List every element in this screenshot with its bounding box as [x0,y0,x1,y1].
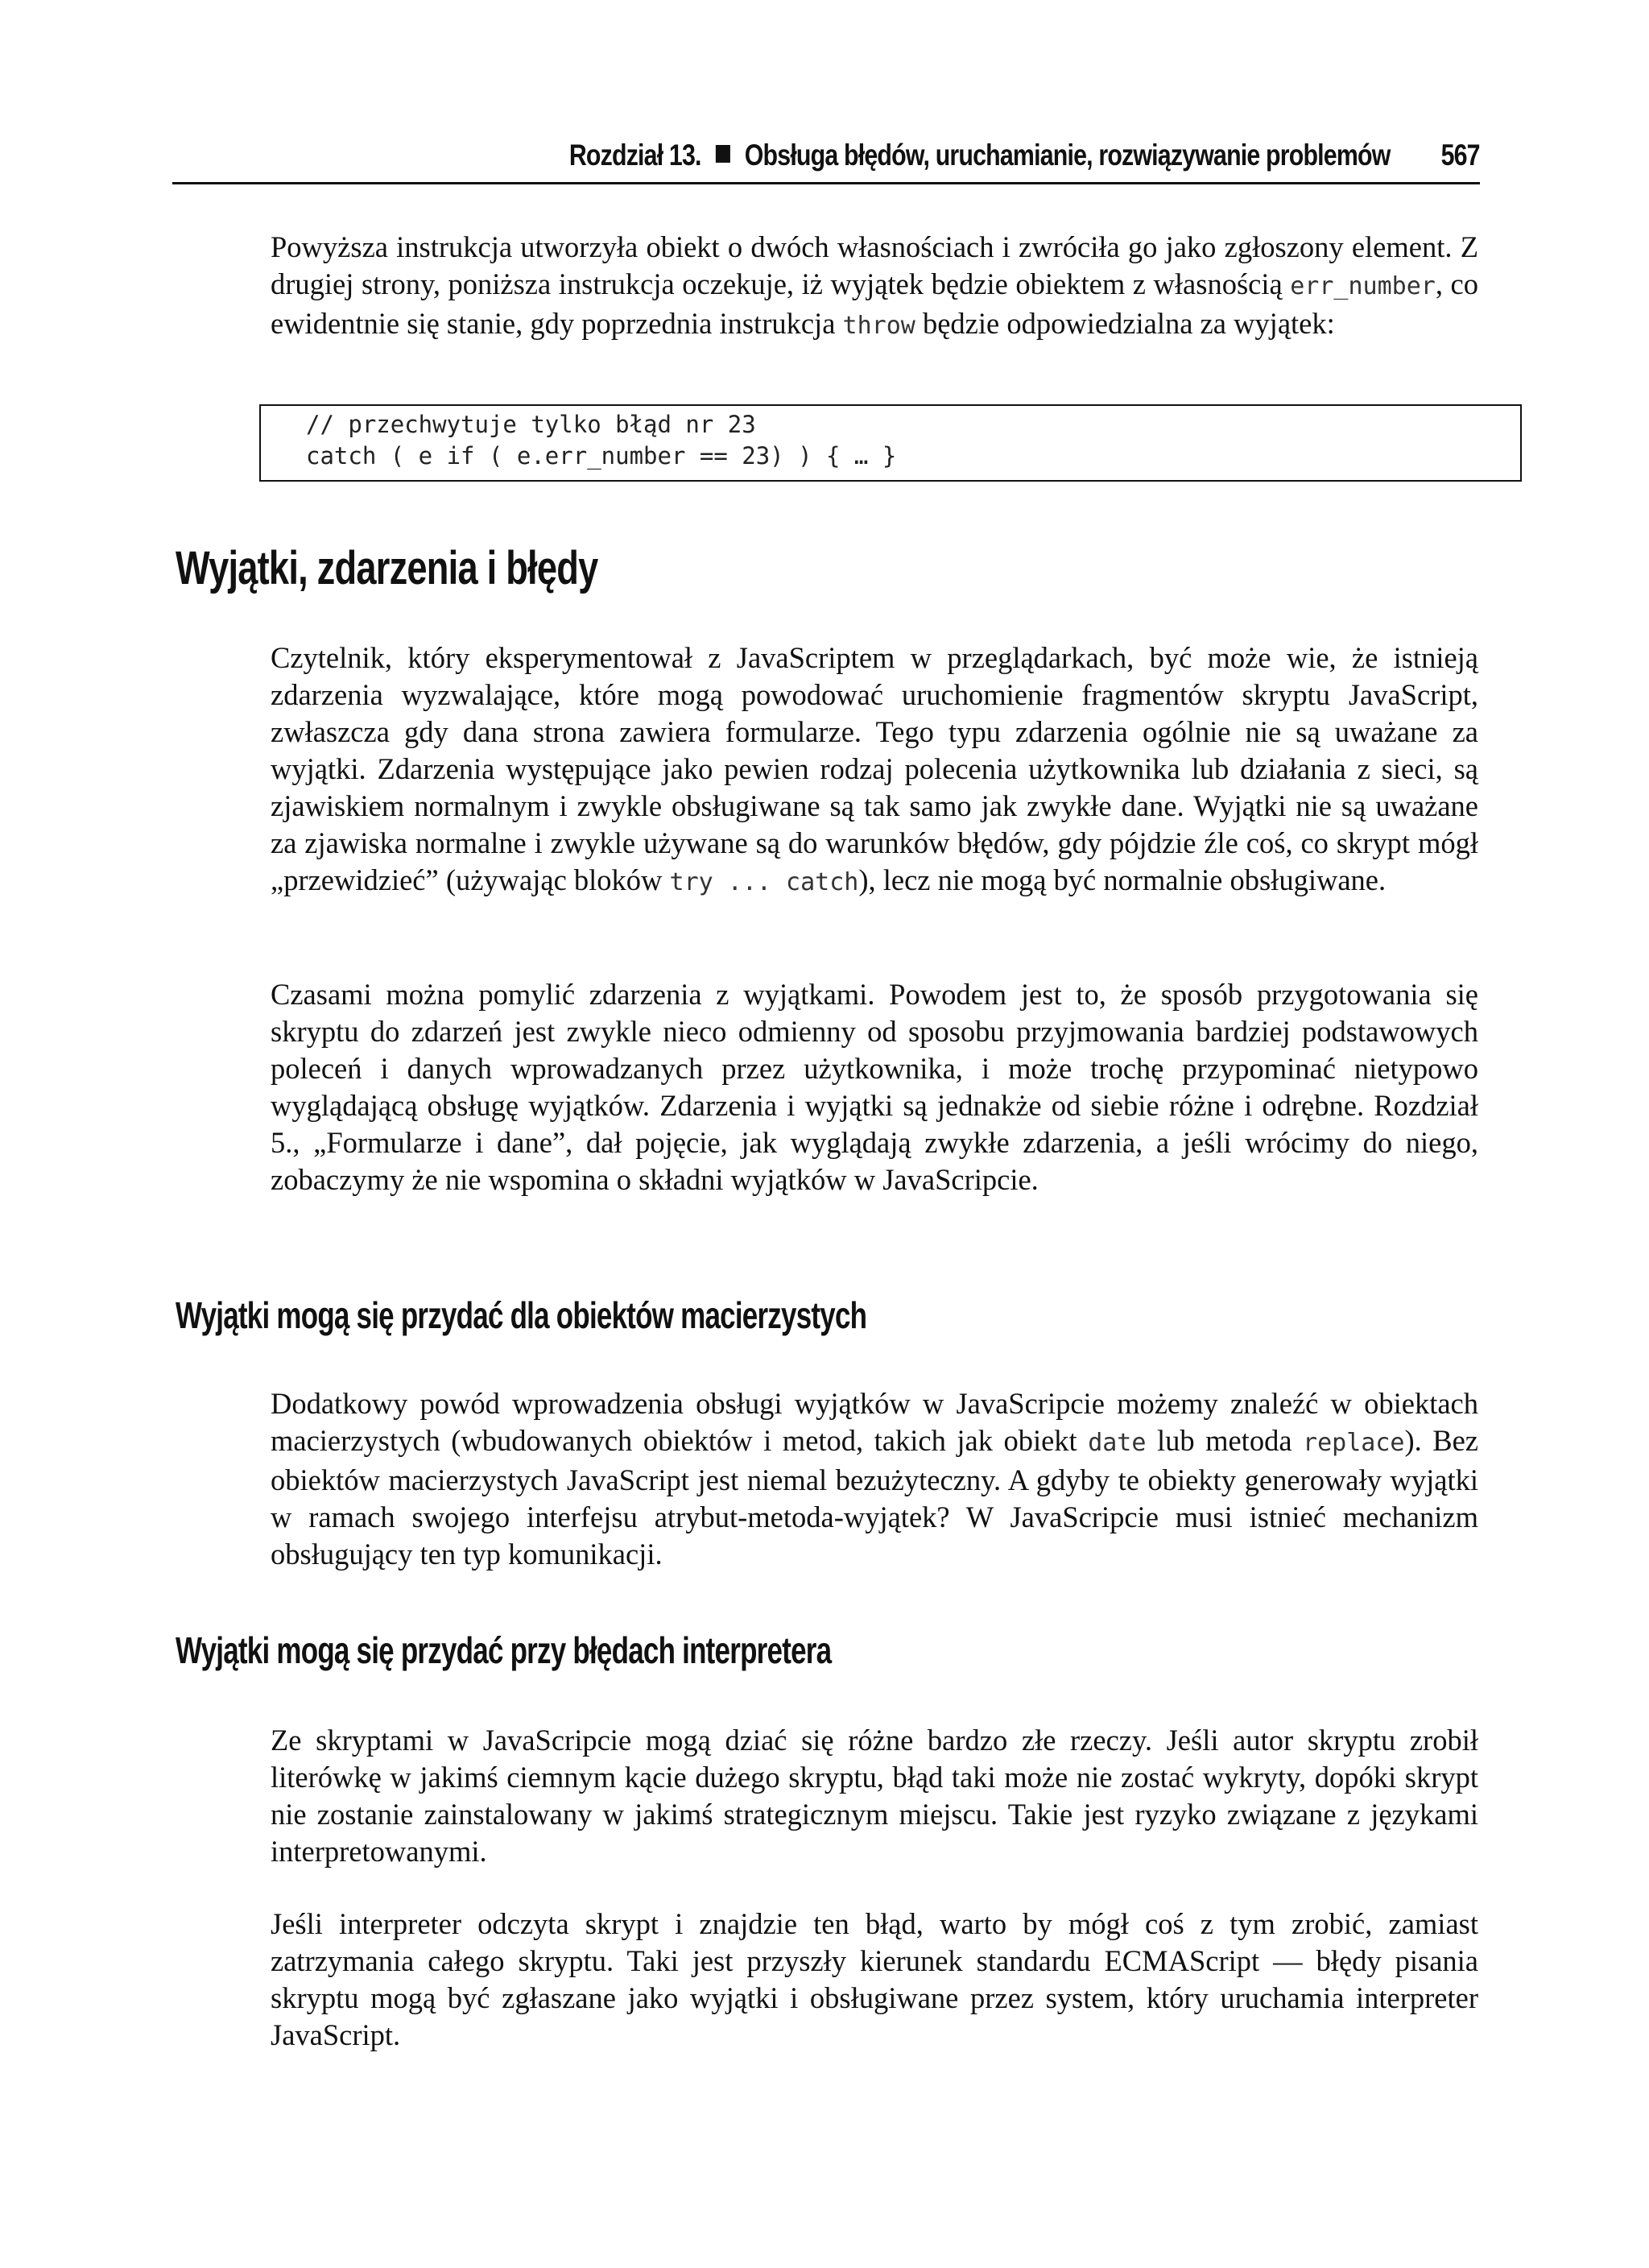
section2-paragraph [271,1385,1478,1573]
code-line-comment: // przechwytuje tylko błąd nr 23 [306,411,756,438]
inline-code-date: date [1088,1429,1147,1457]
section2-text-1: Dodatkowy powód wprowadzenia obsługi wyjątków w JavaScripcie możemy znaleźć w obiektach macierzystych (wbudowanych obiektów i metod, takich jak obiekt [271,1387,1478,1457]
section1-paragraph-2: Czasami można pomylić zdarzenia z wyjątkami. Powodem jest to, że sposób przygotowania się skryptu do zdarzeń jest zwykle nieco odmienny od sposobu przyjmowania bardziej podstawowych poleceń i danych wprowadzanych przez użytkownika, i może trochę przypominać nietypowo wyglądającą obsługę wyjątków. Zdarzenia i wyjątki są jednakże od siebie różne i odrębne. Rozdział 5., „Formularze i dane”, dał pojęcie, jak wyglądają zwykłe zdarzenia, a jeśli wrócimy do niego, zobaczymy że nie wspomina o składni wyjątków w JavaScripcie. [271,978,1478,1196]
intro-text-2: , co ewidentnie się stanie, gdy poprzednia instrukcja [271,267,1479,340]
square-bullet-icon [715,145,729,163]
inline-code-replace: replace [1303,1429,1405,1457]
inline-code-err-number: err_number [1290,272,1436,300]
intro-text-1: Powyższa instrukcja utworzyła obiekt o dwóch własnościach i zwróciła go jako zgłoszony element. Z drugiej strony, poniższa instrukcja oczekuje, iż wyjątek będzie obiektem z własnością [271,230,1478,300]
section3-paragraph-2: Jeśli interpreter odczyta skrypt i znajdzie ten błąd, warto by mógł coś z tym zrobić, zamiast zatrzymania całego skryptu. Taki jest przyszły kierunek standardu ECMAScript — błędy pisania skryptu mogą być zgłaszane jako wyjątki i obsługiwane przez system, który uruchamia interpreter JavaScript. [271,1907,1478,2051]
chapter-title: Obsługa błędów, uruchamianie, rozwiązywanie problemów [744,139,1390,172]
intro-text-3: będzie odpowiedzialna za wyjątek: [915,307,1335,340]
section-heading-interpreter-errors: Wyjątki mogą się przydać przy błędach interpretera [176,1629,832,1671]
running-header [172,129,1480,184]
page-number: 567 [1440,139,1480,172]
section1-paragraph-1 [271,639,1478,901]
code-block [259,404,1522,482]
section1-text-2: ), lecz nie mogą być normalnie obsługiwane. [858,863,1387,896]
section-heading-host-objects: Wyjątki mogą się przydać dla obiektów macierzystych [176,1294,867,1336]
section3-paragraph-1: Ze skryptami w JavaScripcie mogą dziać się różne bardzo złe rzeczy. Jeśli autor skryptu zrobił literówkę w jakimś ciemnym kącie dużego skryptu, błąd taki może nie zostać wykryty, dopóki skrypt nie zostanie zainstalowany w jakimś strategicznym miejscu. Takie jest ryzyko związane z językami interpretowanymi. [271,1724,1478,1868]
section1-text-1: Czytelnik, który eksperymentował z JavaScriptem w przeglądarkach, być może wie, że istnieją zdarzenia wyzwalające, które mogą powodować uruchomienie fragmentów skryptu JavaScript, zwłaszcza gdy dana strona zawiera formularze. Tego typu zdarzenia ogólnie nie są uważane za wyjątki. Zdarzenia występujące jako pewien rodzaj polecenia użytkownika lub działania z sieci, są zjawiskiem normalnym i zwykle obsługiwane są tak samo jak zwykłe dane. Wyjątki nie są uważane za zjawiska normalne i zwykle używane są do warunków błędów, gdy pójdzie źle coś, co skrypt mógł „przewidzieć” (używając bloków [271,641,1478,896]
section2-text-2: lub metoda [1146,1424,1304,1457]
code-line-catch: catch ( e if ( e.err_number == 23) ) { … } [306,442,897,470]
section2-text-3: ). Bez obiektów macierzystych JavaScript jest niemal bezużyteczny. A gdyby te obiekty generowały wyjątki w ramach swojego interfejsu atrybut-metoda-wyjątek? W JavaScripcie musi istnieć mechanizm obsługujący ten typ komunikacji. [271,1424,1478,1571]
chapter-label: Rozdział 13. [568,139,701,172]
inline-code-try-catch: try ... catch [669,868,859,896]
intro-paragraph [271,229,1478,345]
section-heading-exceptions-events-errors: Wyjątki, zdarzenia i błędy [176,542,598,594]
inline-code-throw: throw [842,312,915,340]
running-header-text [568,139,1390,172]
